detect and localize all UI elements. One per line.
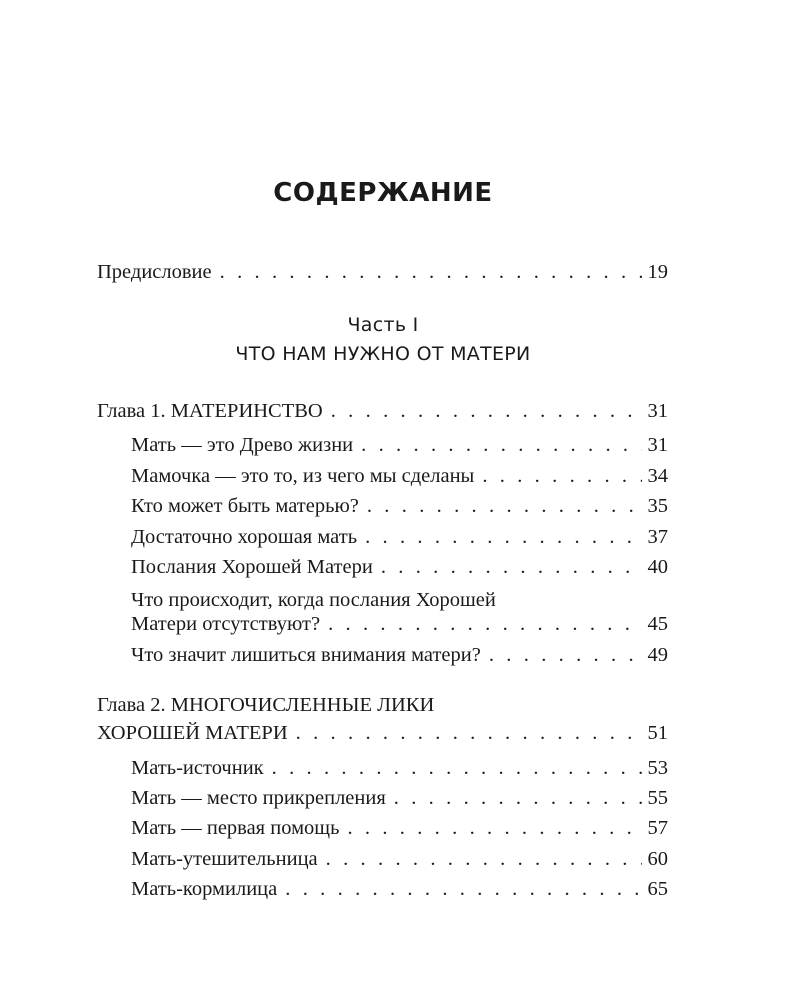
dot-leader — [367, 493, 642, 519]
entry-label: Глава 1. МАТЕРИНСТВО — [97, 400, 323, 422]
dot-leader — [394, 785, 642, 811]
toc-entry-section[interactable] — [131, 611, 668, 637]
entry-page: 19 — [647, 261, 668, 283]
dot-leader — [347, 815, 641, 841]
dot-leader — [331, 398, 642, 424]
entry-label: Мать-утешительница — [131, 848, 318, 870]
dot-leader — [328, 611, 641, 637]
entry-label: Мать-кормилица — [131, 878, 278, 900]
entry-label: Что значит лишиться внимания матери? — [131, 644, 481, 666]
entry-page: 49 — [647, 644, 668, 666]
toc-entry-section[interactable] — [131, 785, 668, 811]
toc-entry-section-line1[interactable]: Что происходит, когда послания Хорошей — [131, 589, 496, 611]
toc-entry-chapter-1[interactable] — [97, 398, 668, 424]
toc-entry-section[interactable] — [131, 463, 668, 489]
entry-label: Матери отсутствуют? — [131, 613, 321, 635]
toc-entry-chapter-2[interactable] — [97, 720, 668, 746]
part-title: ЧТО НАМ НУЖНО ОТ МАТЕРИ — [235, 343, 531, 365]
entry-label: Мать — это Древо жизни — [131, 434, 354, 456]
entry-page: 37 — [647, 526, 668, 548]
toc-entry-section[interactable] — [131, 846, 668, 872]
entry-label: Послания Хорошей Матери — [131, 556, 373, 578]
dot-leader — [361, 432, 641, 458]
entry-page: 34 — [647, 465, 668, 487]
dot-leader — [296, 720, 642, 746]
entry-label: Мать — место прикрепления — [131, 787, 386, 809]
entry-page: 35 — [647, 495, 668, 517]
toc-entry-section[interactable] — [131, 876, 668, 902]
entry-page: 45 — [647, 613, 668, 635]
toc-entry-section[interactable] — [131, 524, 668, 550]
toc-entry-section[interactable] — [131, 815, 668, 841]
dot-leader — [381, 554, 642, 580]
dot-leader — [326, 846, 642, 872]
dot-leader — [220, 259, 642, 285]
toc-title: СОДЕРЖАНИЕ — [273, 178, 493, 208]
dot-leader — [365, 524, 641, 550]
entry-label: Кто может быть матерью? — [131, 495, 359, 517]
entry-page: 53 — [647, 757, 668, 779]
entry-page: 51 — [647, 722, 668, 744]
part-number: Часть I — [347, 314, 419, 336]
toc-entry-section[interactable] — [131, 755, 668, 781]
toc-entry-section[interactable] — [131, 554, 668, 580]
entry-page: 31 — [647, 434, 668, 456]
toc-entry-section[interactable] — [131, 493, 668, 519]
entry-label: ХОРОШЕЙ МАТЕРИ — [97, 722, 288, 744]
dot-leader — [482, 463, 641, 489]
toc-entry-chapter-2-line1[interactable]: Глава 2. МНОГОЧИСЛЕННЫЕ ЛИКИ — [97, 694, 435, 716]
entry-page: 40 — [647, 556, 668, 578]
entry-page: 57 — [647, 817, 668, 839]
entry-label: Достаточно хорошая мать — [131, 526, 358, 548]
entry-label: Мать-источник — [131, 757, 264, 779]
entry-page: 31 — [647, 400, 668, 422]
entry-label: Мать — первая помощь — [131, 817, 340, 839]
entry-page: 55 — [647, 787, 668, 809]
entry-page: 60 — [647, 848, 668, 870]
toc-entry-section[interactable] — [131, 642, 668, 668]
entry-label: Предисловие — [97, 261, 212, 283]
entry-page: 65 — [647, 878, 668, 900]
toc-entry-section[interactable] — [131, 432, 668, 458]
dot-leader — [489, 642, 642, 668]
entry-label: Мамочка — это то, из чего мы сделаны — [131, 465, 475, 487]
toc-entry-preface[interactable] — [97, 259, 668, 285]
dot-leader — [285, 876, 641, 902]
dot-leader — [272, 755, 642, 781]
